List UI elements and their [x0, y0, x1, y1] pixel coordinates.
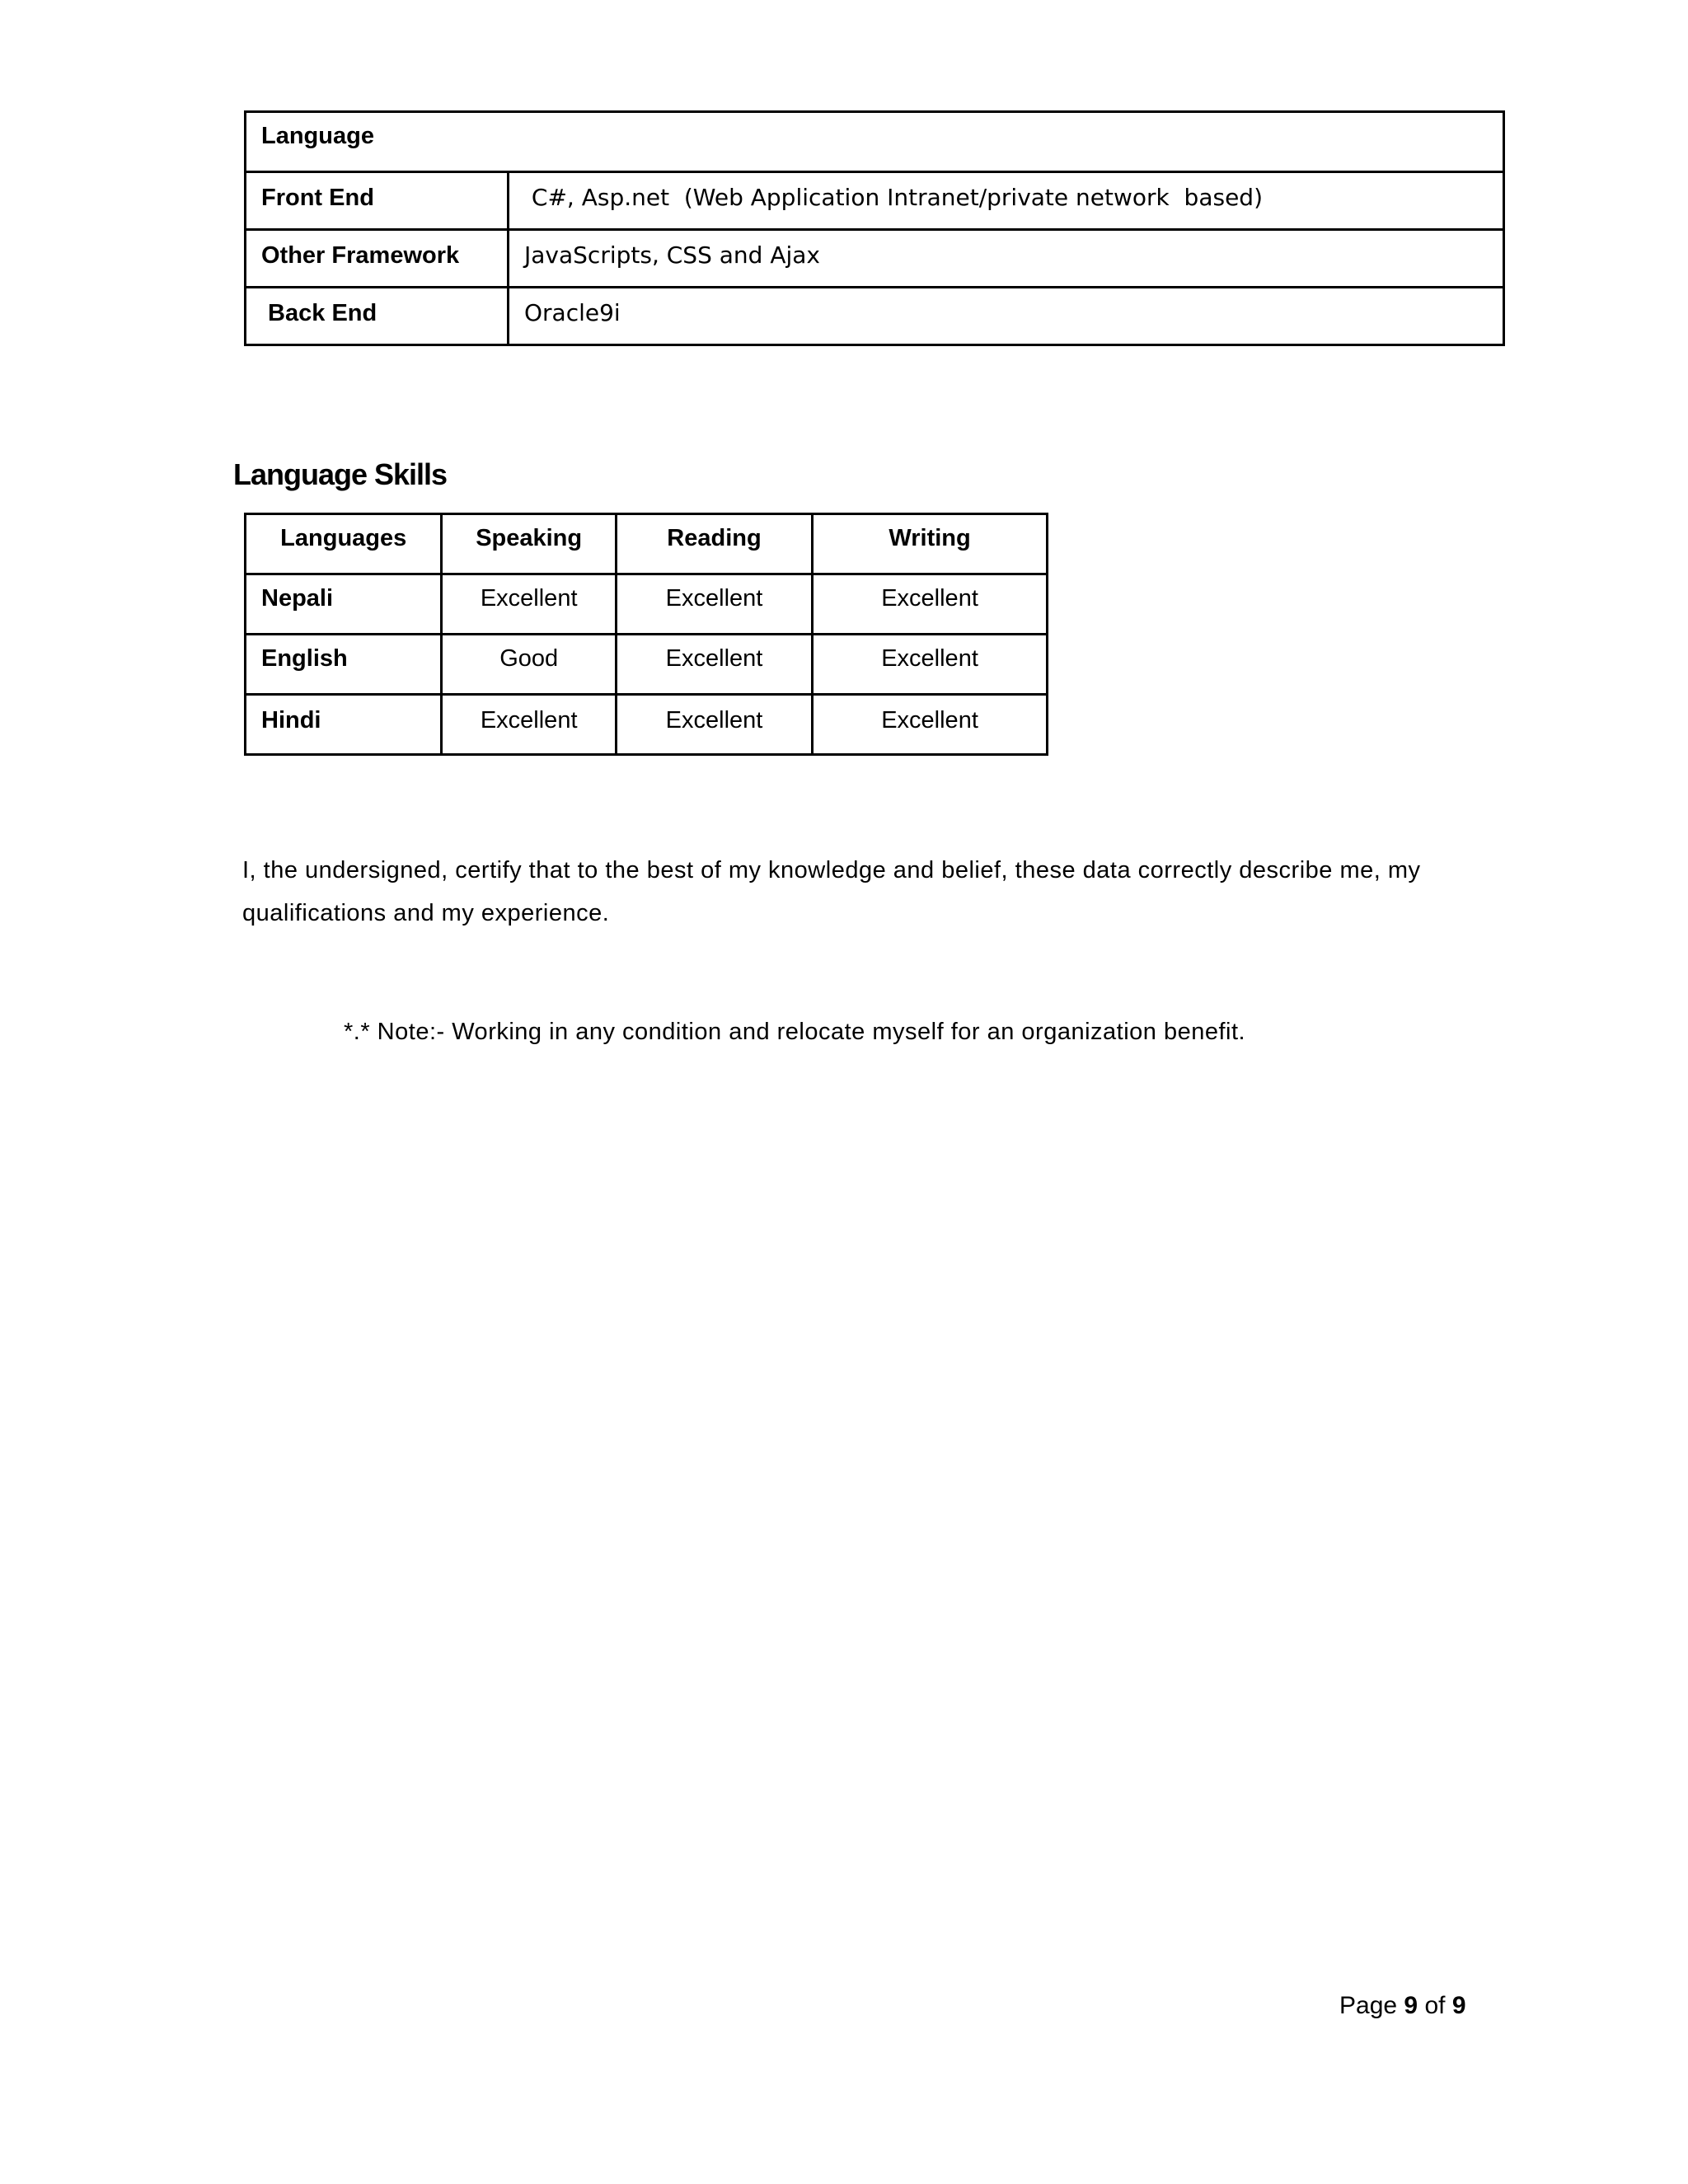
table-row — [246, 288, 1504, 345]
table-cell: Excellent — [442, 695, 616, 755]
table-cell: Good — [442, 635, 616, 695]
of-word: of — [1424, 1992, 1446, 2019]
table-cell: Nepali — [246, 574, 442, 635]
column-header: Reading — [616, 514, 812, 574]
table-key-cell: Front End — [246, 172, 509, 230]
table-key-cell: Other Framework — [246, 230, 509, 288]
language-skills-table — [244, 513, 1048, 756]
table-cell: Excellent — [616, 635, 812, 695]
table-value-cell: Oracle9i — [509, 288, 1504, 345]
column-header: Languages — [246, 514, 442, 574]
table-row — [246, 230, 1504, 288]
table-cell: Excellent — [813, 695, 1048, 755]
table-cell: Excellent — [813, 574, 1048, 635]
table-cell: Excellent — [813, 635, 1048, 695]
table-value-cell: JavaScripts, CSS and Ajax — [509, 230, 1504, 288]
table-row — [246, 695, 1048, 755]
current-page-number: 9 — [1404, 1992, 1418, 2019]
certification-paragraph: I, the undersigned, certify that to the best of my knowledge and belief, these data correctly describe me, my qualifications and my experience. — [242, 857, 1421, 926]
column-header: Speaking — [442, 514, 616, 574]
table-key-cell: Back End — [246, 288, 509, 345]
page-number-footer — [1339, 1992, 1466, 2020]
table-cell: Excellent — [616, 574, 812, 635]
page-word: Page — [1339, 1992, 1398, 2019]
total-pages-number: 9 — [1451, 1992, 1466, 2019]
section-heading-language-skills: Language Skills — [233, 457, 448, 491]
table-cell: Hindi — [246, 695, 442, 755]
table-value-cell: C#, Asp.net (Web Application Intranet/private network based) — [509, 172, 1504, 230]
table-row — [246, 635, 1048, 695]
table-row — [246, 574, 1048, 635]
table-row — [246, 112, 1504, 172]
table-header-row — [246, 514, 1048, 574]
note-text: *.* Note:- Working in any condition and relocate myself for an organization benefit. — [344, 1019, 1246, 1045]
table-header-cell: Language — [246, 112, 1504, 172]
table-cell: Excellent — [442, 574, 616, 635]
column-header: Writing — [813, 514, 1048, 574]
table-cell: English — [246, 635, 442, 695]
technology-table — [244, 110, 1505, 346]
table-cell: Excellent — [616, 695, 812, 755]
table-row — [246, 172, 1504, 230]
